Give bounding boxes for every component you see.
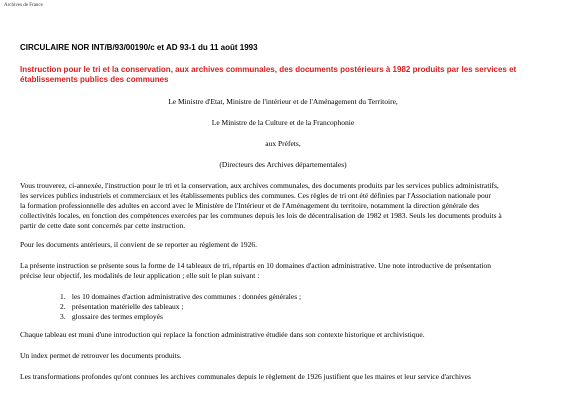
paragraph-line: collectivités locales, en fonction des compétences exercées par les communes depuis les lois de décentralisation de 1982 et 1983. Seuls les documents produits à: [20, 211, 502, 220]
list-item-text: glossaire des termes employés: [71, 312, 163, 321]
paragraph-intro: [20, 181, 550, 231]
page-header-text: Archives de France: [4, 3, 43, 8]
addressee-directors: (Directeurs des Archives départementales): [219, 160, 347, 169]
list-item-number: 3.: [60, 312, 66, 321]
document-subtitle: Instruction pour le tri et la conservation, aux archives communales, des documents postérieurs à 1982 produits par les services et établissements publics des communes: [20, 65, 517, 84]
plan-list: [60, 292, 301, 322]
addressee-minister-interior: Le Ministre d'Etat, Ministre de l'intérieur et de l'Aménagement du Territoire,: [168, 97, 398, 106]
list-item-number: 1.: [60, 292, 66, 301]
list-item: [60, 292, 301, 302]
paragraph-line: La présente instruction se présente sous la forme de 14 tableaux de tri, répartis en 10 domaines d'action administrative. Une note introductive de présentation: [20, 261, 491, 270]
addressee-minister-culture: Le Ministre de la Culture et de la Francophonie: [211, 118, 355, 127]
paragraph-line: les services publics industriels et commerciaux et les établissements publics des communes. Ces règles de tri ont été définies par l'Association nationale pour: [20, 191, 492, 200]
paragraph-structure: [20, 261, 550, 281]
addressee-prefects: aux Préfets,: [265, 139, 301, 148]
paragraph-index: Un index permet de retrouver les documents produits.: [20, 351, 182, 360]
paragraph-tables: Chaque tableau est muni d'une introduction qui replace la fonction administrative étudiée dans son contexte historique et archivistique.: [20, 330, 425, 339]
paragraph-line: la formation professionnelle des adultes en accord avec le Ministère de l'Intérieur et de l'Aménagement du territoire, notamment la direction générale des: [20, 201, 480, 210]
paragraph-line: précise leur objectif, les modalités de leur application ; elle suit le plan suivant :: [20, 271, 260, 280]
list-item-text: les 10 domaines d'action administrative des communes : données générales ;: [71, 292, 302, 301]
paragraph-line: partir de cette date sont concernés par cette instruction.: [20, 221, 186, 230]
paragraph-line: Vous trouverez, ci-annexée, l'instruction pour le tri et la conservation, aux archives communales, des documents produits par les services publics administratifs,: [20, 181, 499, 190]
paragraph-earlier-docs: Pour les documents antérieurs, il convient de se reporter au règlement de 1926.: [20, 240, 258, 249]
list-item-text: présentation matérielle des tableaux ;: [71, 302, 184, 311]
list-item: [60, 312, 301, 322]
paragraph-transformations: Les transformations profondes qu'ont connues les archives communales depuis le règlement de 1926 justifient que les maires et leur service d'archives: [20, 372, 471, 381]
document-title: CIRCULAIRE NOR INT/B/93/00190/c et AD 93-1 du 11 août 1993: [20, 43, 258, 52]
list-item-number: 2.: [60, 302, 66, 311]
list-item: [60, 302, 301, 312]
